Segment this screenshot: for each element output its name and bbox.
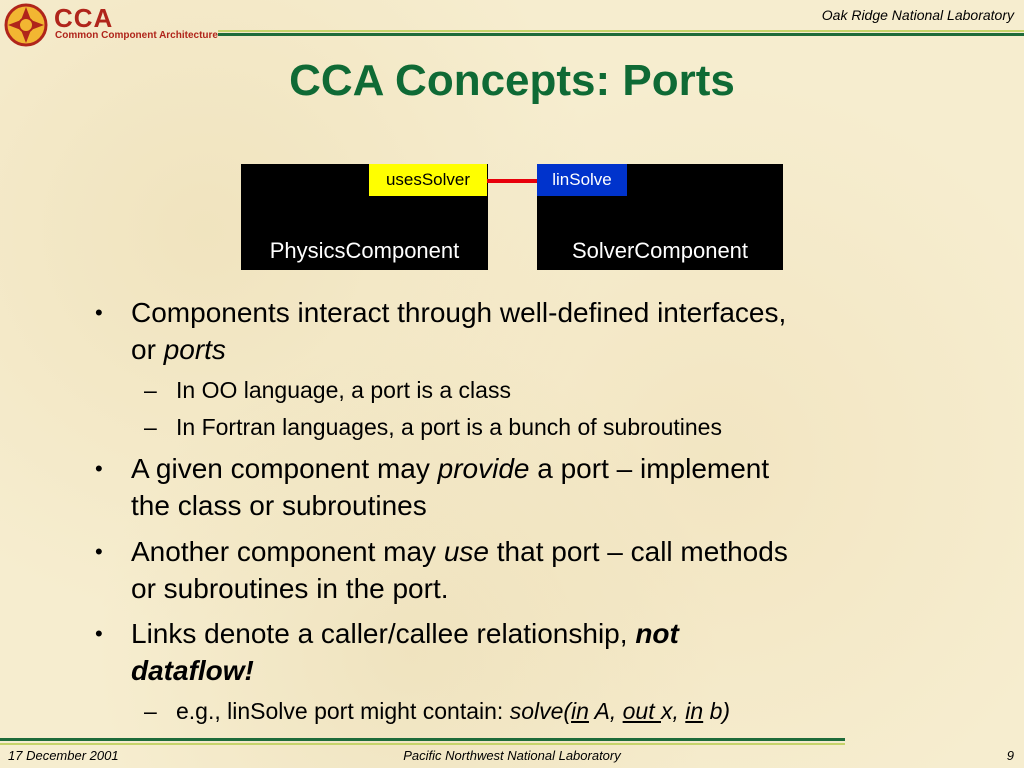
logo-wordmark: CCA: [54, 3, 114, 33]
bullet-4-line2: [131, 652, 679, 689]
footer-lab-name: Pacific Northwest National Laboratory: [403, 748, 621, 763]
bullet-1-line1: Components interact through well-defined interfaces,: [131, 297, 787, 328]
port-connection-link: [487, 179, 537, 183]
bullet-dot-icon: •: [95, 300, 103, 325]
provides-port: linSolve: [537, 164, 627, 196]
dash-icon: –: [144, 698, 157, 724]
bullet-dot-icon: •: [95, 456, 103, 481]
bullet-1: [95, 294, 787, 368]
physics-component-label: PhysicsComponent: [269, 238, 460, 263]
cca-emblem-icon: [4, 3, 48, 47]
bullet-4-strong-1: not: [635, 618, 679, 649]
bullet-1-emphasis: ports: [163, 334, 226, 365]
solver-component-label: SolverComponent: [571, 238, 749, 263]
bullet-dot-icon: •: [95, 539, 103, 564]
bullet-4: [95, 615, 679, 689]
bullet-4-strong-2: dataflow!: [131, 655, 254, 686]
bullet-3-emphasis: use: [443, 536, 489, 567]
sub-bullet-1-1: – In OO language, a port is a class: [144, 377, 511, 403]
uses-port: usesSolver: [369, 164, 487, 196]
bullet-3-line1: Another component may use that port – call methods: [131, 536, 788, 567]
dash-icon: –: [144, 377, 157, 403]
bullet-2: [95, 450, 770, 524]
bullet-2-line1: A given component may provide a port – implement: [131, 453, 770, 484]
cca-logo: [4, 3, 218, 49]
sub-bullet-1-2: – In Fortran languages, a port is a bunch of subroutines: [144, 414, 722, 440]
header-lab-name: Oak Ridge National Laboratory: [821, 7, 1014, 23]
bullet-4-line1: Links denote a caller/callee relationship, not: [131, 618, 679, 649]
top-divider: [218, 30, 1024, 36]
bullet-2-line2: the class or subroutines: [131, 490, 427, 521]
bullet-dot-icon: •: [95, 621, 103, 646]
bullet-3: [95, 533, 788, 607]
bullet-3-line2: or subroutines in the port.: [131, 573, 449, 604]
slide-title: CCA Concepts: Ports: [289, 56, 735, 105]
logo-subtitle: Common Component Architecture: [55, 30, 218, 41]
page-number: 9: [1006, 748, 1014, 763]
bottom-divider: [0, 738, 845, 746]
dash-icon: –: [144, 414, 157, 440]
sub-bullet-4-1: – e.g., linSolve port might contain: solve(in A, out x, in b): [144, 698, 731, 724]
bullet-2-emphasis: provide: [437, 453, 530, 484]
bullet-1-line2: or ports: [131, 334, 226, 365]
footer-date: 17 December 2001: [8, 748, 119, 763]
